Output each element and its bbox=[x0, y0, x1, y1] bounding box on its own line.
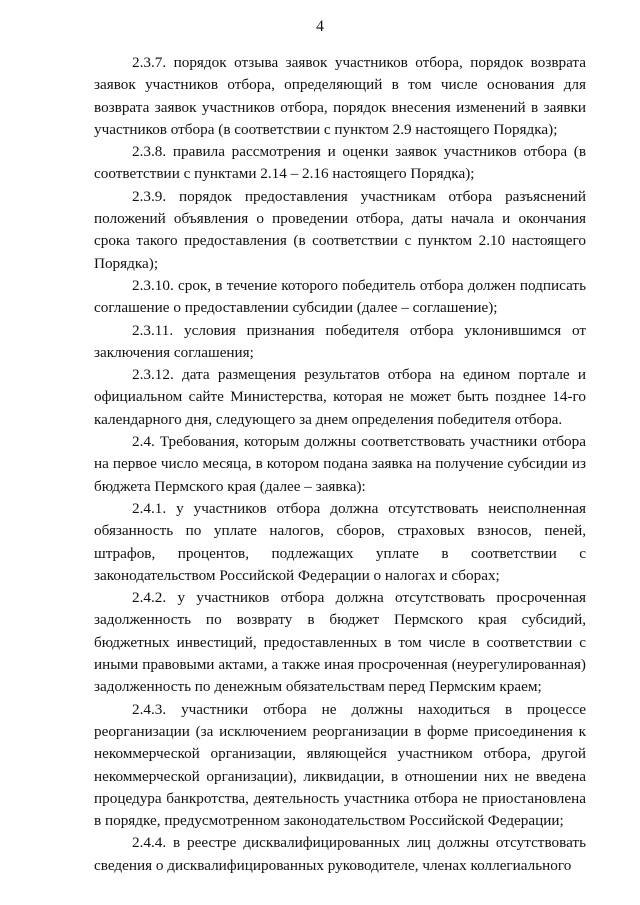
paragraph-2-4-4: 2.4.4. в реестре дисквалифицированных лиц должны отсутствовать сведения о дисквалифицированных руководителе, членах коллегиального bbox=[94, 834, 586, 874]
paragraph-2-3-9: 2.3.9. порядок предоставления участникам отбора разъяснений положений объявления о проведении отбора, даты начала и окончания срока такого предоставления (в соответствии с пунктом 2.10 настоящего Порядка); bbox=[94, 187, 586, 272]
paragraph-2-3-12: 2.3.12. дата размещения результатов отбора на едином портале и официальном сайте Министерства, которая не может быть позднее 14-го календарного дня, следующего за днем определения победителя отбора. bbox=[94, 366, 586, 428]
paragraph-2-3-11: 2.3.11. условия признания победителя отбора уклонившимся от заключения соглашения; bbox=[94, 321, 586, 361]
paragraph-2-3-8: 2.3.8. правила рассмотрения и оценки заявок участников отбора (в соответствии с пунктами 2.14 – 2.16 настоящего Порядка); bbox=[94, 143, 586, 183]
paragraph-2-4-1: 2.4.1. у участников отбора должна отсутствовать неисполненная обязанность по уплате налогов, сборов, страховых взносов, пеней, штрафов, процентов, подлежащих уплате в соответствии с законодательством Российской Федерации о налогах и сборах; bbox=[94, 499, 586, 584]
paragraph-2-3-10: 2.3.10. срок, в течение которого победитель отбора должен подписать соглашение о предоставлении субсидии (далее – соглашение); bbox=[94, 276, 586, 317]
paragraph-2-3-7: 2.3.7. порядок отзыва заявок участников отбора, порядок возврата заявок участников отбора, определяющий в том числе основания для возврата заявок участников отбора, порядок внесения изменений в заявки участников отбора (в соответствии с пунктом 2.9 настоящего Порядка); bbox=[94, 54, 586, 138]
paragraph-2-4-2: 2.4.2. у участников отбора должна отсутствовать просроченная задолженность по возврату в бюджет Пермского края субсидий, бюджетных инвестиций, предоставленных в том числе в соответствии с иными правовыми актами, а также иная просроченная (неурегулированная) задолженность по денежным обязательствам перед Пермским краем; bbox=[94, 589, 586, 696]
page-number: 4 bbox=[316, 18, 324, 35]
paragraph-2-4: 2.4. Требования, которым должны соответствовать участники отбора на первое число месяца, в котором подана заявка на получение субсидии из бюджета Пермского края (далее – заявка): bbox=[94, 433, 586, 495]
paragraph-2-4-3: 2.4.3. участники отбора не должны находиться в процессе реорганизации (за исключением реорганизации в форме присоединения к некоммерческой организации, являющейся участником отбора, другой некоммерческой организации), ликвидации, в отношении них не введена процедура банкротства, деятельность участника отбора не приостановлена в порядке, предусмотренном законодательством Российской Федерации; bbox=[94, 700, 586, 830]
document-body bbox=[94, 52, 586, 877]
